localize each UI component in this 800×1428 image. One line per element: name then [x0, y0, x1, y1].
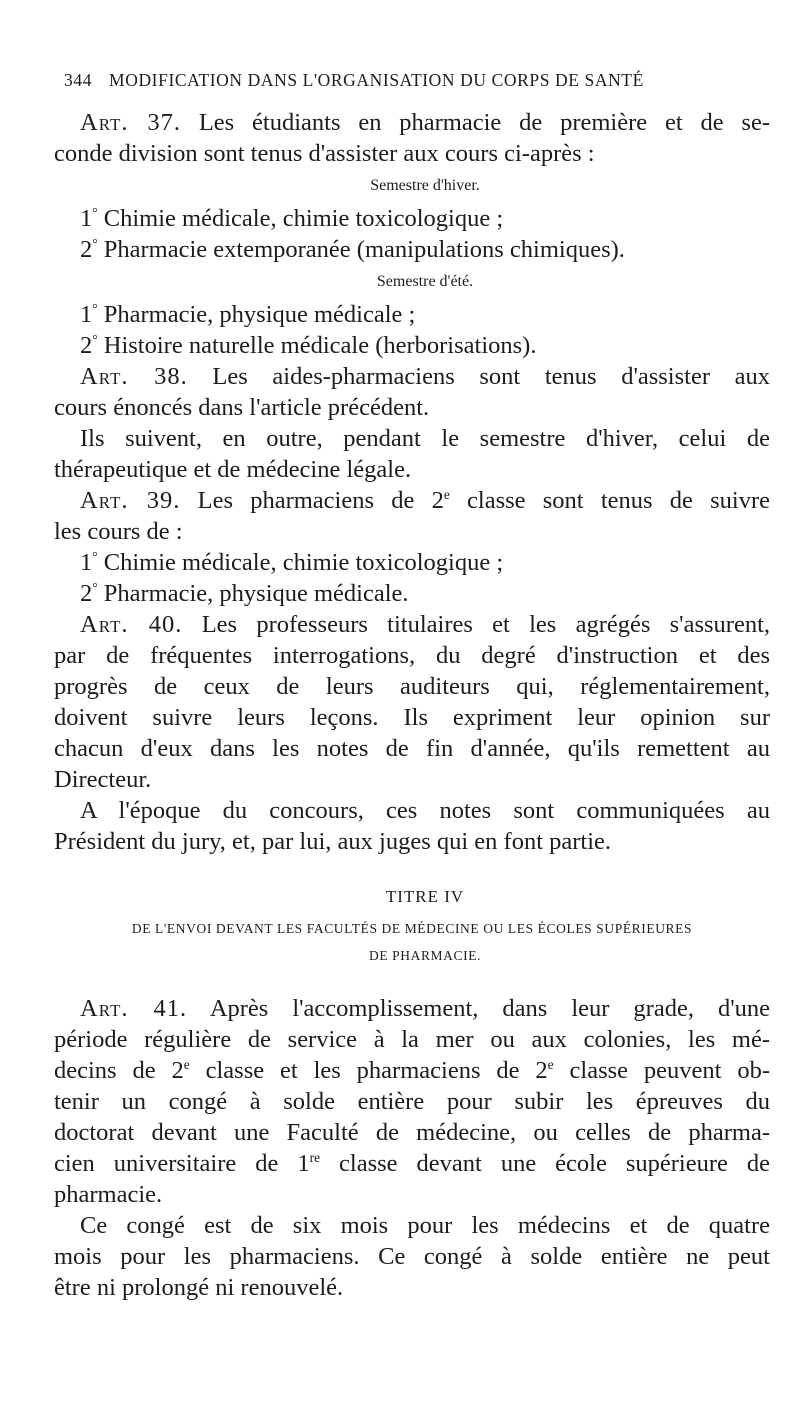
- text-line: decins de 2e classe et les pharmaciens de 2e classe peuvent ob-: [54, 1056, 771, 1084]
- text-line: chacun d'eux dans les notes de fin d'année, qu'ils remettent au: [54, 735, 770, 762]
- article-label: Art. 41.: [80, 995, 188, 1022]
- list-item: 2° Pharmacie, physique médicale.: [80, 579, 409, 607]
- list-item: 1° Pharmacie, physique médicale ;: [80, 300, 416, 328]
- text-line: conde division sont tenus d'assister aux cours ci-après :: [54, 140, 595, 167]
- text-line: doctorat devant une Faculté de médecine, ou celles de pharma-: [54, 1119, 770, 1146]
- text-line: mois pour les pharmaciens. Ce congé à solde entière ne peut: [54, 1243, 770, 1270]
- running-header: [64, 70, 754, 91]
- list-item: 2° Histoire naturelle médicale (herborisations).: [80, 331, 537, 359]
- text-line: cien universitaire de 1re classe devant une école supérieure de: [54, 1149, 770, 1177]
- title-subheading: DE L'ENVOI DEVANT LES FACULTÉS DE MÉDECINE OU LES ÉCOLES SUPÉRIEURES: [131, 921, 693, 936]
- text-line: Président du jury, et, par lui, aux juges qui en font partie.: [54, 828, 612, 855]
- section-heading: Semestre d'été.: [376, 273, 474, 290]
- title-subheading: DE PHARMACIE.: [368, 948, 482, 963]
- list-item: 1° Chimie médicale, chimie toxicologique ;: [80, 204, 504, 232]
- article-38-line: [80, 361, 770, 392]
- text-line: tenir un congé à solde entière pour subir les épreuves du: [54, 1088, 770, 1115]
- text-line: Ce congé est de six mois pour les médecins et de quatre: [80, 1212, 770, 1239]
- text-line: doivent suivre leurs leçons. Ils expriment leur opinion sur: [54, 704, 770, 731]
- text-line: par de fréquentes interrogations, du degré d'instruction et des: [54, 642, 770, 669]
- text-line: Ils suivent, en outre, pendant le semestre d'hiver, celui de: [80, 425, 770, 452]
- title-heading: TITRE IV: [385, 887, 465, 906]
- text-line: pharmacie.: [54, 1181, 163, 1208]
- text-line: Directeur.: [54, 766, 152, 793]
- text-line: cours énoncés dans l'article précédent.: [54, 394, 430, 421]
- article-text: Les étudiants en pharmacie de première et de se-: [198, 109, 771, 136]
- running-title: MODIFICATION DANS L'ORGANISATION DU CORPS DE SANTÉ: [109, 70, 644, 90]
- article-label: Art. 37.: [80, 109, 181, 136]
- article-41-line: [80, 993, 770, 1024]
- article-text: Les professeurs titulaires et les agrégés s'assurent,: [201, 611, 771, 638]
- article-text: Les aides-pharmaciens sont tenus d'assister aux: [212, 363, 770, 390]
- text-line: progrès de ceux de leurs auditeurs qui, réglementairement,: [54, 673, 770, 700]
- text-line: thérapeutique et de médecine légale.: [54, 456, 412, 483]
- article-label: Art. 40.: [80, 611, 183, 638]
- text-line: les cours de :: [54, 518, 183, 545]
- article-text: Après l'accomplissement, dans leur grade, d'une: [209, 995, 770, 1022]
- text-line: être ni prolongé ni renouvelé.: [54, 1274, 344, 1301]
- text-line: A l'époque du concours, ces notes sont communiquées au: [80, 797, 770, 824]
- section-heading: Semestre d'hiver.: [370, 177, 480, 194]
- page-number: 344: [64, 70, 93, 90]
- article-40-line: [80, 609, 770, 640]
- page-body: [54, 107, 771, 1303]
- article-39-line: Art. 39. Les pharmaciens de 2e classe sont tenus de suivre: [80, 486, 770, 514]
- article-label: Art. 38.: [80, 363, 188, 390]
- article-label: Art. 39.: [80, 487, 181, 514]
- list-item: 1° Chimie médicale, chimie toxicologique ;: [80, 548, 504, 576]
- article-37-line: [80, 107, 770, 138]
- list-item: 2° Pharmacie extemporanée (manipulations chimiques).: [80, 235, 625, 263]
- text-line: période régulière de service à la mer ou aux colonies, les mé-: [54, 1026, 770, 1053]
